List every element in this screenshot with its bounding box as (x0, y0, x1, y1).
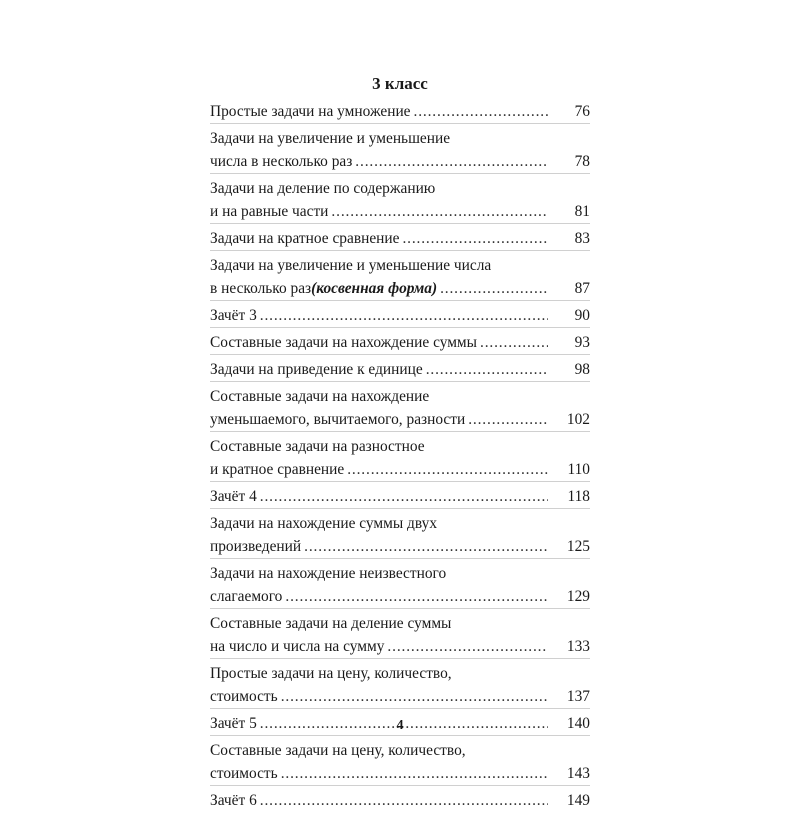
toc-entry-title-line: Зачёт 3 (210, 307, 257, 324)
toc-entry (210, 435, 590, 482)
toc-entry-final-line (210, 789, 590, 812)
toc-entry-title-line: Задачи на приведение к единице (210, 361, 423, 378)
dot-leader (387, 635, 548, 658)
toc-entry-title-line: слагаемого (210, 588, 283, 605)
dot-leader (426, 358, 548, 381)
toc-entry-page: 125 (566, 538, 590, 555)
toc-entry-final-line (210, 535, 590, 558)
toc-entry (210, 739, 590, 786)
toc-entry (210, 331, 590, 355)
toc-entry (210, 358, 590, 382)
toc-entry-page: 149 (566, 792, 590, 809)
toc-entry-title-line: Задачи на нахождение суммы двух (210, 515, 438, 532)
table-of-contents (210, 100, 590, 815)
toc-entry-page: 90 (574, 307, 590, 324)
toc-entry-page: 129 (566, 588, 590, 605)
dot-leader (480, 331, 548, 354)
toc-entry-final-line (210, 585, 590, 608)
toc-entry-page: 133 (566, 638, 590, 655)
toc-entry (210, 385, 590, 432)
toc-entry-title-line: и кратное сравнение (210, 461, 345, 478)
toc-entry (210, 100, 590, 124)
toc-entry-final-line (210, 150, 590, 173)
toc-entry (210, 789, 590, 812)
dot-leader (281, 762, 548, 785)
toc-entry-title-line: Задачи на деление по содержанию (210, 180, 436, 197)
toc-entry (210, 512, 590, 559)
toc-entry-title-line: уменьшаемого, вычитаемого, разности (210, 411, 466, 428)
toc-entry-title-line: на число и числа на сумму (210, 638, 385, 655)
toc-entry-italic-note: (косвенная форма) (311, 280, 438, 297)
toc-entry-final-line (210, 304, 590, 327)
toc-entry-final-line (210, 227, 590, 250)
toc-entry-title-line: в несколько раз (210, 280, 312, 297)
toc-entry-page: 83 (574, 230, 590, 247)
toc-entry-title-line: стоимость (210, 688, 278, 705)
toc-entry-page: 76 (574, 103, 590, 120)
dot-leader (260, 789, 548, 812)
dot-leader (355, 150, 548, 173)
toc-entry-final-line (210, 408, 590, 431)
toc-entry-title-line: числа в несколько раз (210, 153, 353, 170)
toc-entry-page: 110 (567, 461, 590, 478)
toc-entry-title-line: Составные задачи на нахождение (210, 388, 430, 405)
toc-entry-title-line: Зачёт 6 (210, 792, 257, 809)
toc-entry-final-line (210, 685, 590, 708)
toc-entry-final-line (210, 100, 590, 123)
toc-entry (210, 227, 590, 251)
toc-entry-page: 87 (574, 280, 590, 297)
toc-entry-title-line: Задачи на увеличение и уменьшение числа (210, 257, 492, 274)
toc-entry-title-line: Составные задачи на цену, количество, (210, 742, 466, 759)
toc-entry (210, 612, 590, 659)
toc-entry-title-line: Простые задачи на умножение (210, 103, 411, 120)
toc-entry-title-line: Зачёт 4 (210, 488, 257, 505)
dot-leader (468, 408, 548, 431)
dot-leader (347, 458, 548, 481)
toc-entry-title-line: Задачи на увеличение и уменьшение (210, 130, 451, 147)
toc-entry-title-line: Задачи на нахождение неизвестного (210, 565, 447, 582)
toc-entry-page: 98 (574, 361, 590, 378)
toc-entry-title-line: Задачи на кратное сравнение (210, 230, 400, 247)
dot-leader (304, 535, 548, 558)
toc-entry-title-line: произведений (210, 538, 302, 555)
toc-entry-final-line (210, 485, 590, 508)
toc-entry-page: 81 (574, 203, 590, 220)
dot-leader (260, 485, 548, 508)
toc-entry-title-line: стоимость (210, 765, 278, 782)
toc-entry-title-line: Составные задачи на нахождение суммы (210, 334, 478, 351)
toc-entry-final-line (210, 762, 590, 785)
toc-entry (210, 304, 590, 328)
dot-leader (281, 685, 548, 708)
toc-entry-page: 93 (574, 334, 590, 351)
toc-entry-title-line: Составные задачи на деление суммы (210, 615, 452, 632)
toc-entry (210, 485, 590, 509)
toc-entry-title-line: Зачёт 5 (210, 715, 257, 732)
dot-leader (414, 100, 548, 123)
dot-leader (440, 277, 548, 300)
toc-entry-title-line: Составные задачи на разностное (210, 438, 425, 455)
toc-entry-page: 140 (566, 715, 590, 732)
toc-entry-title-line: и на равные части (210, 203, 329, 220)
page-number: 4 (396, 718, 404, 733)
toc-entry (210, 254, 590, 301)
toc-entry-final-line (210, 200, 590, 223)
dot-leader (285, 585, 548, 608)
toc-entry-page: 118 (567, 488, 590, 505)
toc-entry-final-line (210, 358, 590, 381)
toc-entry-final-line (210, 277, 590, 300)
toc-entry-page: 137 (566, 688, 590, 705)
toc-entry-final-line (210, 635, 590, 658)
dot-leader (331, 200, 548, 223)
section-heading: 3 класс (372, 74, 428, 93)
dot-leader (260, 304, 548, 327)
dot-leader (402, 227, 548, 250)
toc-entry-page: 102 (566, 411, 590, 428)
toc-entry (210, 127, 590, 174)
toc-entry-page: 143 (566, 765, 590, 782)
toc-entry-page: 78 (574, 153, 590, 170)
toc-entry-final-line (210, 331, 590, 354)
toc-entry-title-line: Простые задачи на цену, количество, (210, 665, 452, 682)
toc-entry (210, 177, 590, 224)
toc-entry (210, 662, 590, 709)
toc-entry (210, 562, 590, 609)
toc-entry-final-line (210, 458, 590, 481)
